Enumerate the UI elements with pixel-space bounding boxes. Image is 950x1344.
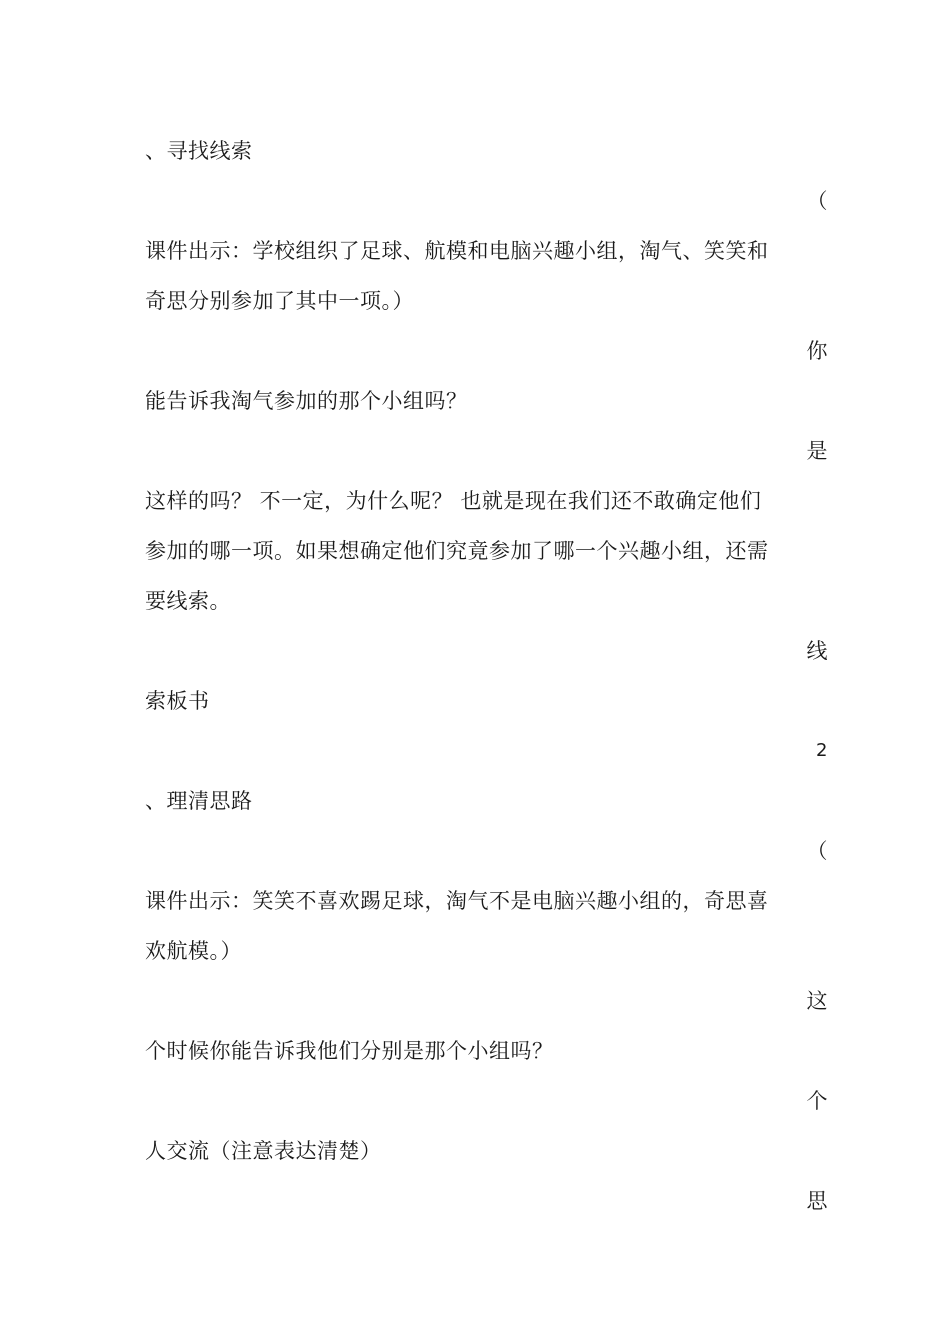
paragraph-fragment: 这 <box>806 989 828 1013</box>
section-heading-clarify-thinking: 、理清思路 <box>145 789 253 813</box>
paragraph-fragment: （ <box>806 189 828 213</box>
section-number: 2 <box>816 740 828 761</box>
paragraph-line: 能告诉我淘气参加的那个小组吗？ <box>145 389 468 413</box>
paragraph-line: 欢航模。） <box>145 939 242 963</box>
paragraph-line: 课件出示：笑笑不喜欢踢足球，淘气不是电脑兴趣小组的，奇思喜 <box>145 889 769 913</box>
paragraph-fragment: 线 <box>806 639 828 663</box>
paragraph-line: 要线索。 <box>145 589 231 613</box>
paragraph-fragment: 你 <box>806 339 828 363</box>
paragraph-line: 个时候你能告诉我他们分别是那个小组吗？ <box>145 1039 554 1063</box>
paragraph-fragment: 是 <box>806 439 828 463</box>
paragraph-fragment: （ <box>806 839 828 863</box>
paragraph-line: 人交流（注意表达清楚） <box>145 1139 382 1163</box>
section-heading-find-clues: 、寻找线索 <box>145 139 253 163</box>
paragraph-line: 参加的哪一项。如果想确定他们究竟参加了哪一个兴趣小组，还需 <box>145 539 769 563</box>
paragraph-line: 奇思分别参加了其中一项。） <box>145 289 414 313</box>
paragraph-fragment: 个 <box>806 1089 828 1113</box>
paragraph-line: 索板书 <box>145 689 210 713</box>
paragraph-fragment: 思 <box>806 1189 828 1213</box>
paragraph-line: 课件出示：学校组织了足球、航模和电脑兴趣小组，淘气、笑笑和 <box>145 239 769 263</box>
paragraph-line: 这样的吗？ 不一定，为什么呢？ 也就是现在我们还不敢确定他们 <box>145 489 762 513</box>
